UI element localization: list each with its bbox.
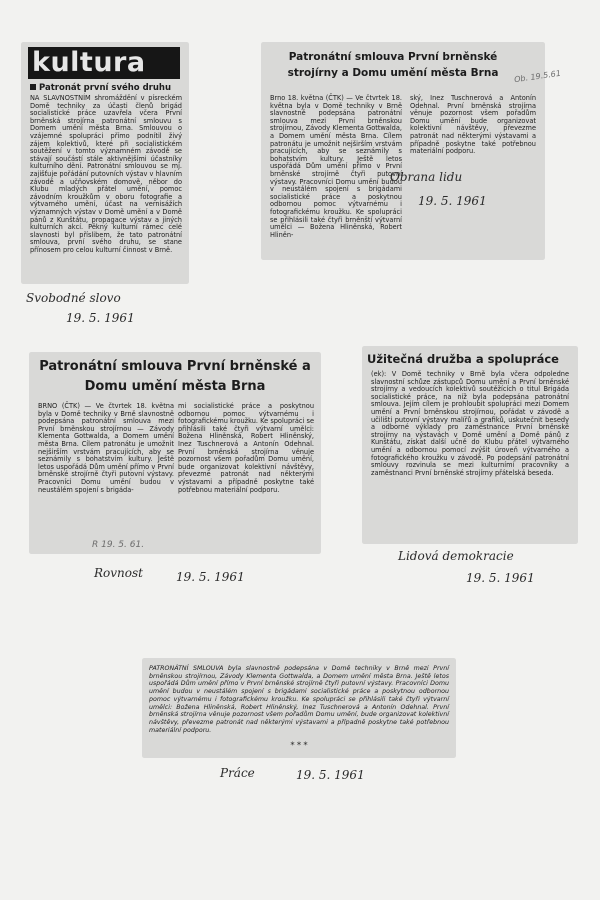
source-note-svobodne-slovo: Svobodné slovo	[26, 291, 121, 305]
date-note-prace: 19. 5. 1961	[296, 768, 365, 782]
obrana-column-2	[410, 95, 536, 156]
rovnost-body-2: mi socialistické práce a poskytnou odbornou pomoc výtvarnému i fotografickému kroužku. Ke spolupráci se přihlásili také čtyři výtvarní umělci: Božena Hliněnská, Robert Hliněnský, Inez Tuschnerová a Antonín Odehnal. První brněnská strojírna věnuje pozornost všem pořadům Domu umění, bude organizovat kolektivní návštěvy, převezme patronát nad některými výstavami a případně poskytne také potřebnou materiální podporu.	[178, 402, 314, 494]
pencil-note-rovnost: R 19. 5. 61.	[92, 540, 145, 550]
prace-body: PATRONÁTNÍ SMLOUVA byla slavnostně podepsána v Domě techniky v Brně mezi První brněnskou strojírnou, Závody Klementa Gottwalda, a Domem umění města Brna. Ještě letos uspořádá Dům umění přímo v První brněnské strojírně čtyři putovní výstavy. Pracovníci Domu umění budou v neustálém spojení s brigádami socialistické práce a poskytnou odbornou pomoc výtvarnému i fotografickému kroužku. Ke spolupráci se přihlásili také čtyři výtvarní umělci: Božena Hliněnská, Robert Hliněnský, Inez Tuschnerová a Antonín Odehnal. První brněnská strojírna věnuje pozornost všem pořadům Domu umění, bude organizovat kolektivní návštěvy, převezme patronát nad některými výstavami a případně poskytne také potřebnou materiální podporu.	[149, 665, 449, 734]
kultura-banner: kultura	[28, 47, 180, 79]
source-note-rovnost: Rovnost	[94, 566, 143, 580]
date-note-lidova-demokracie: 19. 5. 1961	[466, 571, 535, 585]
rovnost-column-2	[178, 403, 314, 494]
obrana-body-1: Brno 18. května (ČTK) — Ve čtvrtek 18. května byla v Domě techniky v Brně slavnostně podepsána patronátní smlouva mezi První brněnskou strojírnou, Závody Klementa Gottwalda, a Domem umění města Brna. Cílem patronátu je umožnit nejširším vrstvám pracujících, aby se seznámily s bohatstvím kultury. Ještě letos uspořádá Dům umění přímo v První brněnské strojírně čtyři putovní výstavy. Pracovníci Domu umění budou v neustálém spojení s brigádami socialistické práce a poskytnou odbornou pomoc výtvarnému i fotografickému kroužku. Ke spolupráci se přihlásili také čtyři brněnští výtvarní umělci — Božena Hliněnská, Robert Hliněn-	[270, 94, 402, 239]
kultura-subheading-text: Patronát první svého druhu	[39, 83, 172, 93]
clipping-rovnost	[30, 353, 320, 553]
rovnost-headline: Patronátní smlouva První brněnské a Domu umění města Brna	[39, 359, 311, 394]
obrana-body-2: ský, Inez Tuschnerová a Antonín Odehnal. První brněnská strojírna věnuje pozornost všem pořadům Domu umění bude organizovat kolektivní návštěvy, převezme patronát nad některými výstavami a případně poskytne také potřebnou materiální podporu.	[410, 94, 536, 156]
obrana-column-1	[270, 95, 402, 239]
kultura-subheading	[30, 83, 184, 93]
rovnost-column-1	[38, 403, 174, 494]
druzba-body: (ek): V Domě techniky v Brně byla včera odpoledne slavnostní schůze zástupců Domu umění a První brněnské strojírny a vedoucích kolektivů soutěžících o titul Brigáda socialistické práce, na níž byla podepsána patronátní smlouva. Jejím cílem je prohloubit spolupráci mezi Domem umění a První brněnskou strojírnou, pořádat v závodě a učilišti putovní výstavy malířů a grafiků, uskutečnit besedy a odborné výklady pro zaměstnance První brněnské strojírny na výstavách v Domě umění a Domě pánů z Kunštátu, získat další učně do Klubu přátel výtvarného umění a odbornou pomocí zvýšit úroveň výtvarného a fotografického kroužku v závodě. Po podepsání patronátní smlouvy rozvinula se mezi kulturními pracovníky a zaměstnanci První brněnské strojírny přátelská beseda.	[371, 370, 569, 477]
date-note-rovnost: 19. 5. 1961	[176, 570, 245, 584]
obrana-headline: Patronátní smlouva První brněnské strojírny a Domu umění města Brna	[287, 51, 499, 79]
rovnost-body-1: BRNO (ČTK) — Ve čtvrtek 18. května byla v Domě techniky v Brně slavnostně podepsána patronátní smlouva mezi První brněnskou strojírnou — Závody Klementa Gottwalda, a Domem umění města Brna. Cílem patronátu je umožnit nejširším vrstvám pracujících, aby se seznámily s bohatstvím kultury. Ještě letos uspořádá Dům umění přímo v První brněnské strojírně čtyři putovní výstavy. Pracovníci Domu umění budou v neustálém spojení s brigáda-	[38, 402, 174, 494]
clipping-obrana-lidu	[262, 43, 544, 259]
clipping-kultura	[22, 43, 188, 283]
druzba-headline: Užitečná družba a spolupráce	[367, 352, 559, 366]
source-note-prace: Práce	[220, 766, 255, 780]
source-note-lidova-demokracie: Lidová demokracie	[398, 549, 514, 563]
square-bullet-icon	[30, 84, 36, 90]
source-note-obrana-lidu: Obrana lidu	[390, 170, 463, 184]
clipping-lidova-demokracie	[363, 347, 577, 543]
clipping-prace	[143, 659, 455, 757]
prace-stars: * * *	[290, 741, 308, 750]
date-note-obrana-lidu: 19. 5. 1961	[418, 194, 487, 208]
kultura-body: NA SLAVNOSTNÍM shromáždění v písreckém Domě techniky za účasti členů brigád socialistické práce uzavřela včera První brněnská strojírna patronátní smlouvu s Domem umění města Brna. Smlouvou o vzájemné spolupráci přímo podnítil živý zájem kolektivů, které při socialistickém soutěžení v tomto významném závodě se stávají součástí stále aktivnějšími účastníky kulturního dění. Patronátní smlouvou se mj. zajišťuje pořádání putovních výstav v hlavním závodě a učňovském domově, něbor do Klubu mladých přátel umění, pomoc závodním kroužkům v oboru fotografie a výtvarného umění, účast na vernisážích významných výstav v Domě umění a v Domě pánů z Kunštátu, propagace výstav a jiných kulturních akcí. Pěkný kulturní rámec celé slavnosti byl příslibem, že tato patronátní smlouva, první svého druhu, se stane přínosem pro celou kulturní činnost v Brně.	[30, 94, 182, 254]
date-note-svobodne-slovo: 19. 5. 1961	[66, 311, 135, 325]
pencil-note-obrana: Ob. 19.5.61	[513, 68, 562, 85]
